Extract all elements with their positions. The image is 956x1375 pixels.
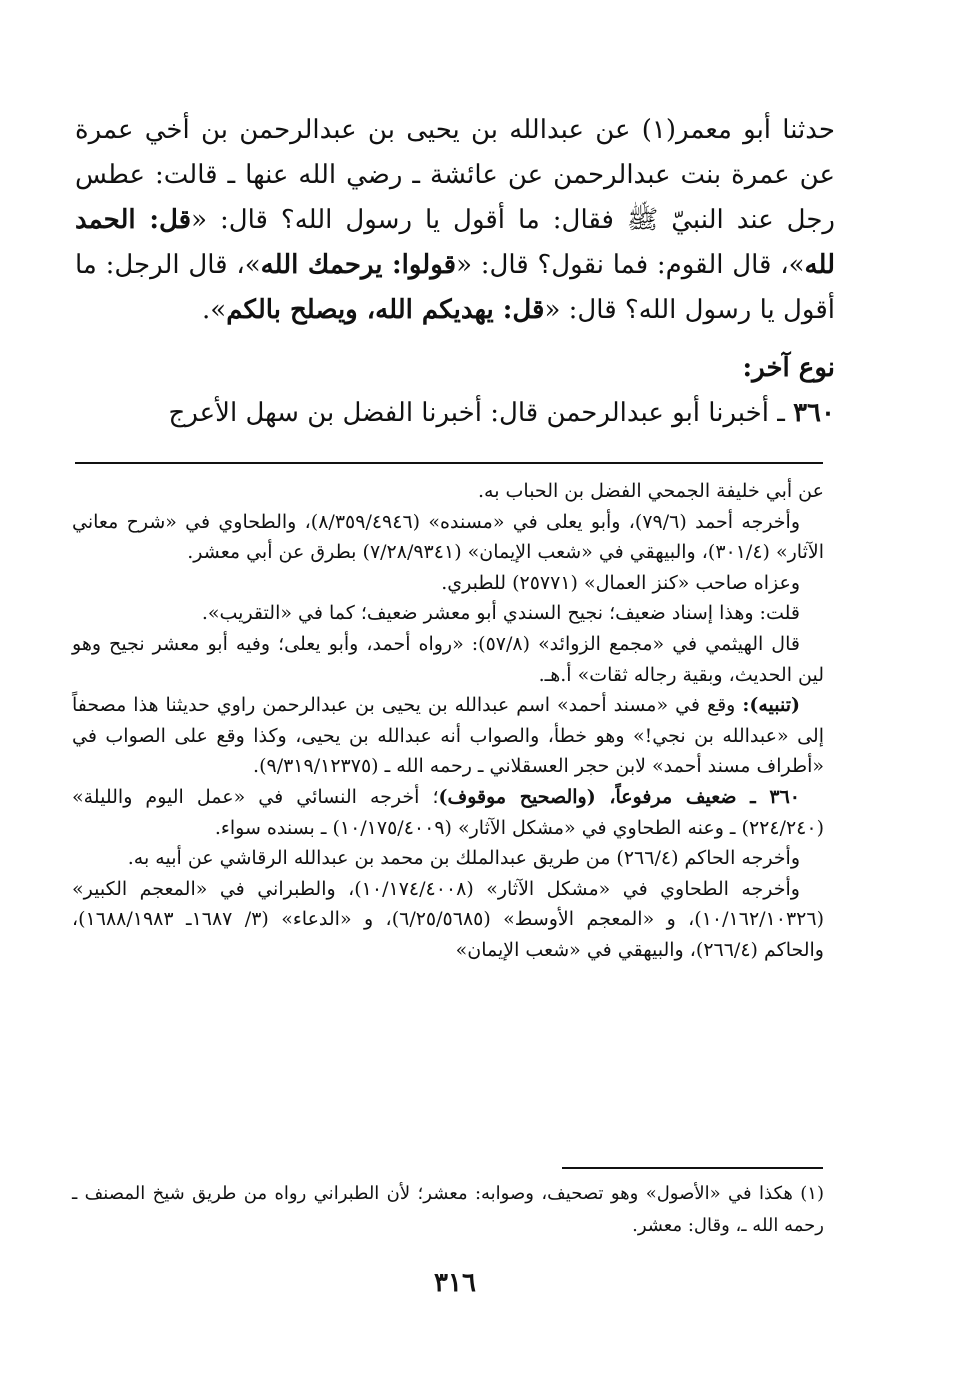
notes-separator (75, 462, 823, 464)
note-grading: ـ ضعيف مرفوعاً، (والصحيح موقوف) (438, 785, 770, 808)
note-label: (تنبيه): (742, 694, 800, 717)
note-paragraph: وعزاه صاحب «كنز العمال» (٢٥٧٧١) للطبري. (441, 571, 800, 594)
note-paragraph: قال الهيثمي في «مجمع الزوائد» (٥٧/٨): «رواه أحمد، وأبو يعلى؛ وفيه أبو معشر نجيح وهو لين الحديث، وبقية رجاله ثقات» أ.هـ. (72, 632, 824, 686)
hadith-bold-phrase: قل: يهديكم الله، ويصلح بالكم (226, 295, 545, 325)
note-paragraph: وأخرجه أحمد (٧٩/٦)، وأبو يعلى في «مسنده» (٨/٣٥٩/٤٩٤٦)، والطحاوي في «شرح معاني الآثار» (٣٠١/٤)، والبيهقي في «شعب الإيمان» (٧/٢٨/٩٣٤١) بطرق عن أبي معشر. (72, 510, 824, 564)
note-text: وقع في «مسند أحمد» اسم عبدالله بن يحيى بن عبدالرحمن راوي حديثنا هذا مصحفاً إلى «عبدالله بن نجي!» وهو خطأ، والصواب أنه عبدالله بن يحيى، وكذا وقع على الصواب في «أطراف مسند أحمد» لابن حجر العسقلاني ـ رحمه الله ـ (٩/٣١٩/١٢٣٧٥). (72, 694, 824, 778)
section-subheading: نوع آخر: (742, 353, 835, 383)
next-hadith-line (75, 391, 835, 435)
page-body (75, 108, 835, 435)
footnote-text: (١) هكذا في «الأصول» وهو تصحيف، وصوابه: معشر؛ لأن الطبراني رواه من طريق شيخ المصنف ـ رحمه الله ـ، وقال: معشر. (72, 1183, 824, 1236)
note-paragraph: قلت: وهذا إسناد ضعيف؛ نجيح السندي أبو معشر ضعيف؛ كما في «التقريب». (201, 602, 800, 625)
note-paragraph: وأخرجه الطحاوي في «مشكل الآثار» (١٠/١٧٤/٤٠٠٨)، والطبراني في «المعجم الكبير» (١٠/١٦٢/١٠٣٢٦)، و «المعجم الأوسط» (٦/٢٥/٥٦٨٥)، و «الدعاء» (٣/ ١٦٨٧ـ ١٦٨٨/١٩٨٣)، والحاكم (٢٦٦/٤)، والبيهقي في «شعب الإيمان» (72, 877, 824, 961)
hadith-bold-phrase: قل: الحمد لله (75, 205, 835, 280)
hadith-text-part: حدثنا أبو معمر(١) عن عبدالله بن يحيى بن عبدالرحمن بن أخي عمرة عن عمرة بنت عبدالرحمن عن عائشة ـ رضي الله عنها ـ قالت: عطس رجل عند النبيّ ﷺ فقال: ما أقول يا رسول الله؟ قال: « (75, 115, 835, 235)
note-paragraph: وأخرجه الحاكم (٢٦٦/٤) من طريق عبدالملك بن محمد بن عبدالله الرقاشي عن أبيه به. (127, 847, 800, 870)
note-paragraph (72, 690, 824, 782)
hadith-number: ٣٦٠ (793, 398, 835, 428)
note-hadith-number: ٣٦٠ (769, 785, 800, 808)
note-text: ؛ أخرجه النسائي في «عمل اليوم والليلة» (٢٢٤/٢٤٠) ـ وعنه الطحاوي في «مشكل الآثار» (١٠/١٧٥/٤٠٠٩) ـ بسنده سواء. (72, 785, 824, 839)
footnote (72, 1178, 824, 1242)
page-number: ٣١٦ (434, 1268, 476, 1298)
hadith-bold-phrase: قولوا: يرحمك الله (260, 250, 457, 280)
hadith-text-part: ». (202, 295, 227, 325)
hadith-text-part: »، قال القوم: فما نقول؟ قال: « (456, 250, 805, 280)
footnote-separator (562, 1167, 823, 1169)
note-paragraph: عن أبي خليفة الجمحي الفضل بن الحباب به. (477, 480, 824, 502)
hadith-text-part: »، قال الرجل: ما أقول يا رسول الله؟ قال: « (75, 250, 835, 325)
commentary-notes (72, 476, 824, 966)
main-hadith-text (75, 108, 835, 333)
note-paragraph (72, 782, 824, 843)
next-hadith-text: ـ أخبرنا أبو عبدالرحمن قال: أخبرنا الفضل بن سهل الأعرج (168, 398, 794, 428)
hadith-paragraph (75, 108, 835, 333)
